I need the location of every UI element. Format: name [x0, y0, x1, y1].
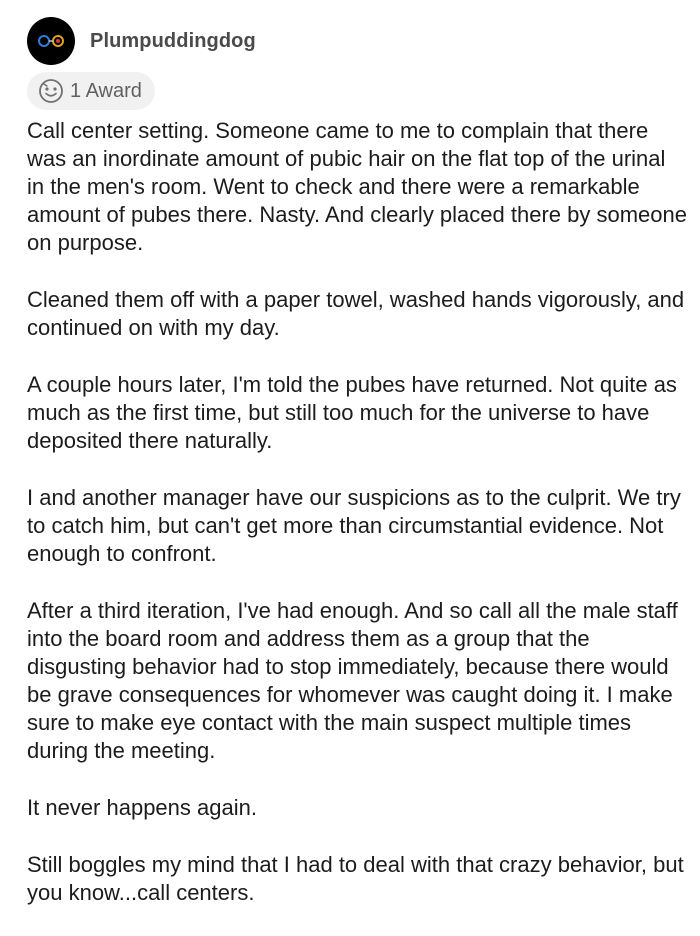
- comment-paragraph: Still boggles my mind that I had to deal with that crazy behavior, but you know...call centers.: [27, 852, 684, 905]
- user-avatar[interactable]: [27, 17, 75, 65]
- award-badge[interactable]: [27, 72, 155, 110]
- award-count-label: 1 Award: [70, 79, 142, 102]
- avatar-glasses-icon: [36, 34, 66, 48]
- comment-header: [27, 17, 256, 65]
- award-badge-icon: [38, 78, 64, 104]
- comment-paragraph: It never happens again.: [27, 795, 257, 820]
- comment-paragraph: Cleaned them off with a paper towel, washed hands vigorously, and continued on with my day.: [27, 287, 685, 340]
- comment-paragraph: Call center setting. Someone came to me to complain that there was an inordinate amount of pubic hair on the flat top of the urinal in the men's room. Went to check and there were a remarkable amount of pubes there. Nasty. And clearly placed there by someone on purpose.: [27, 118, 687, 255]
- comment-paragraph: I and another manager have our suspicions as to the culprit. We try to catch him, but can't get more than circumstantial evidence. Not enough to confront.: [27, 485, 681, 566]
- comment-paragraph: A couple hours later, I'm told the pubes have returned. Not quite as much as the first time, but still too much for the universe to have deposited there naturally.: [27, 372, 677, 453]
- comment-paragraph: After a third iteration, I've had enough. And so call all the male staff into the board room and address them as a group that the disgusting behavior had to stop immediately, because there would be grave consequences for whomever was caught doing it. I make sure to make eye contact with the main suspect multiple times during the meeting.: [27, 598, 678, 763]
- author-username[interactable]: Plumpuddingdog: [90, 29, 256, 52]
- comment-body: [27, 117, 687, 936]
